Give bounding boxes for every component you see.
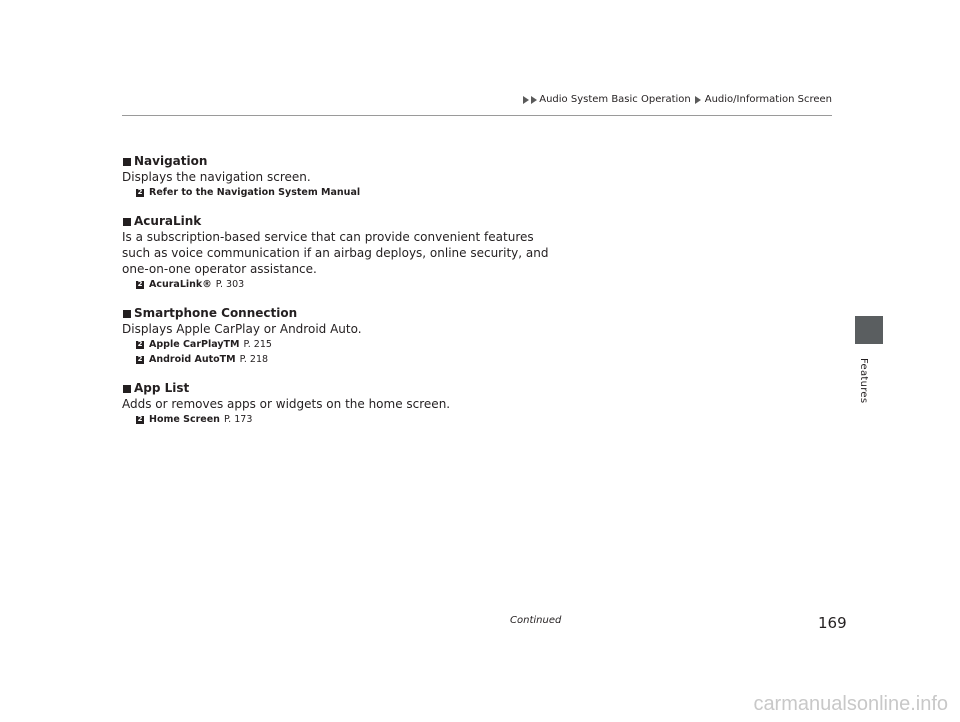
section-title: AcuraLink xyxy=(134,214,202,228)
section-app-list xyxy=(122,381,562,427)
breadcrumb-arrow-icon xyxy=(523,96,529,104)
section-body: Adds or removes apps or widgets on the home screen. xyxy=(122,397,451,411)
bullet-square-icon xyxy=(123,158,131,166)
reference-page: P. 303 xyxy=(215,279,245,290)
cross-reference-link[interactable] xyxy=(136,337,562,352)
cross-reference-link[interactable] xyxy=(136,185,562,200)
reference-title: Refer to the Navigation System Manual xyxy=(149,187,361,198)
main-content xyxy=(122,154,562,441)
section-heading xyxy=(122,381,562,396)
section-acuralink xyxy=(122,214,562,292)
section-navigation xyxy=(122,154,562,200)
bullet-square-icon xyxy=(123,218,131,226)
section-heading xyxy=(122,306,562,321)
section-title: Navigation xyxy=(134,154,208,168)
page-number: 169 xyxy=(818,614,847,632)
bullet-square-icon xyxy=(123,310,131,318)
section-title: App List xyxy=(134,381,190,395)
reference-page: P. 215 xyxy=(243,339,272,350)
breadcrumb-arrow-icon xyxy=(695,96,701,104)
section-title: Smartphone Connection xyxy=(134,306,298,320)
section-smartphone-connection xyxy=(122,306,562,367)
section-tab-label: Features xyxy=(858,358,869,404)
reference-arrow-icon: 2 xyxy=(137,280,143,288)
bullet-square-icon xyxy=(123,385,131,393)
breadcrumb xyxy=(523,94,832,105)
header-rule xyxy=(122,115,832,116)
reference-arrow-icon: 2 xyxy=(137,415,143,423)
section-heading xyxy=(122,214,562,229)
reference-arrow-icon: 2 xyxy=(137,355,143,363)
breadcrumb-item[interactable]: Audio System Basic Operation xyxy=(539,94,691,105)
watermark: carmanualsonline.info xyxy=(753,693,948,715)
reference-title: Apple CarPlayTM xyxy=(149,339,240,350)
section-body: Is a subscription-based service that can provide convenient features such as voice communication if an airbag deploys, online security, and one-on-one operator assistance. xyxy=(122,230,549,276)
reference-page: P. 218 xyxy=(239,354,269,365)
reference-title: Home Screen xyxy=(149,414,220,425)
section-body: Displays the navigation screen. xyxy=(122,170,311,184)
continued-label: Continued xyxy=(510,615,562,626)
reference-page: P. 173 xyxy=(223,414,253,425)
section-tab-marker xyxy=(855,316,883,344)
breadcrumb-arrow-icon xyxy=(531,96,537,104)
cross-reference-link[interactable] xyxy=(136,277,562,292)
reference-arrow-icon: 2 xyxy=(137,340,143,348)
cross-reference-link[interactable] xyxy=(136,352,562,367)
reference-arrow-icon: 2 xyxy=(137,188,143,196)
breadcrumb-item[interactable]: Audio/Information Screen xyxy=(704,94,832,105)
reference-title: AcuraLink® xyxy=(149,279,212,290)
reference-title: Android AutoTM xyxy=(149,354,236,365)
cross-reference-link[interactable] xyxy=(136,412,562,427)
section-body: Displays Apple CarPlay or Android Auto. xyxy=(122,322,362,336)
section-heading xyxy=(122,154,562,169)
